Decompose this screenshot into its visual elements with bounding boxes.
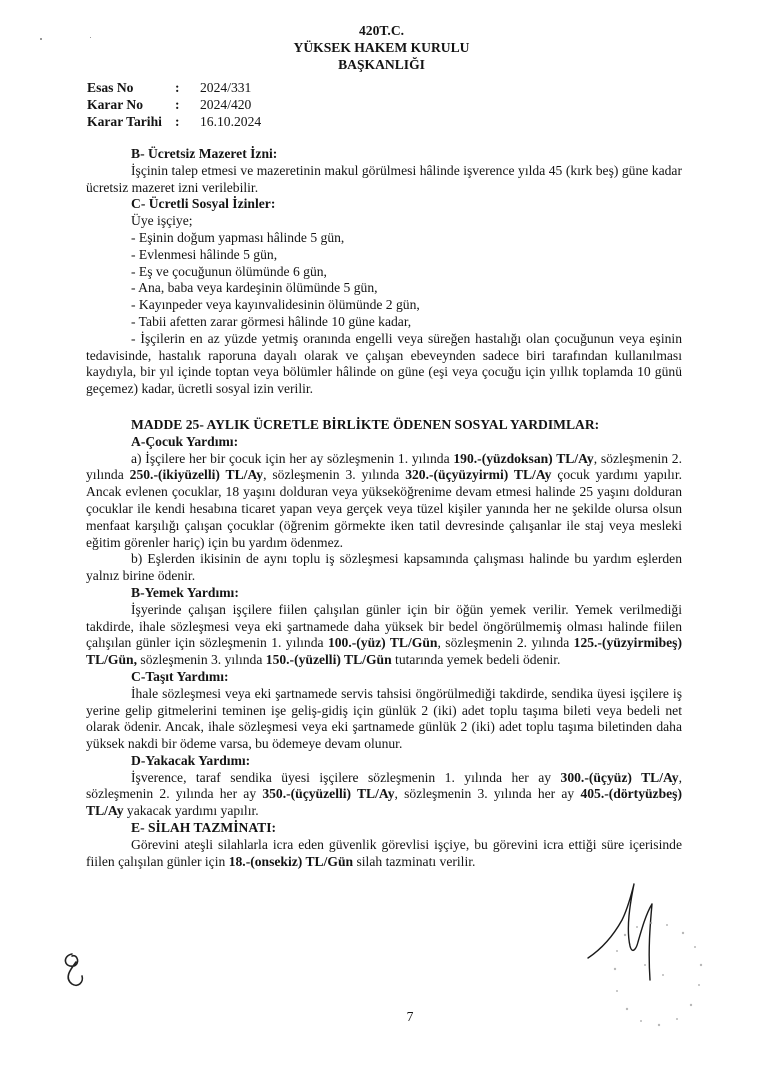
header-line-2: YÜKSEK HAKEM KURULU [293,40,470,55]
list-item: - Eşinin doğum yapması hâlinde 5 gün, [131,229,345,245]
header-line-3: BAŞKANLIĞI [338,57,425,72]
list-item: - Eş ve çocuğunun ölümünde 6 gün, [131,263,327,279]
section-b-title: B- Ücretsiz Mazeret İzni: [131,146,278,161]
weapon-compensation-paragraph [86,837,682,871]
meta-value: 2024/331 [200,80,252,95]
fuel-aid-title: D-Yakacak Yardımı: [131,752,251,768]
text-run: tutarında yemek bedeli ödenir. [391,652,561,668]
meta-key: Esas No [87,80,134,95]
meal-aid-paragraph [86,602,682,669]
amount: 320.-(üçyüzyirmi) TL/Ay [405,467,552,483]
text-run: , sözleşmenin 3. yılında her ay [394,786,581,802]
text-run: İşverence, taraf sendika üyesi işçilere sözleşmenin 1. yılında her ay [131,769,561,785]
fuel-aid-paragraph [86,770,682,820]
child-aid-title: A-Çocuk Yardımı: [131,433,239,449]
list-item: - Ana, baba veya kardeşinin ölümünde 5 gün, [131,280,378,296]
child-aid-paragraph-b: b) Eşlerden ikisinin de aynı toplu iş sözleşmesi kapsamında çalışması halinde bu yardım eşlerden yalnız birine ödenir. [86,551,682,584]
document-header [0,22,763,73]
text-run: , sözleşmenin 2. yılında her ay [86,769,682,802]
case-meta [87,80,261,131]
meta-row-esas [87,80,261,97]
section-c-title: C- Ücretli Sosyal İzinler: [131,196,276,212]
amount: 300.-(üçyüz) TL/Ay [560,769,679,785]
amount: 100.-(yüz) TL/Gün [327,635,438,651]
article-25-title: MADDE 25- AYLIK ÜCRETLE BİRLİKTE ÖDENEN SOSYAL YARDIMLAR: [131,416,600,432]
text-run: , sözleşmenin 2. yılında [86,450,682,483]
page-number: 7 [406,1009,414,1024]
meta-value: 16.10.2024 [200,114,262,129]
amount: 405.-(dörtyüzbeş) TL/Ay [86,786,682,819]
text-run: yakacak yardımı yapılır. [123,803,259,819]
transport-aid-title: C-Taşıt Yardımı: [131,668,229,684]
child-aid-paragraph-a [86,451,682,552]
meta-value: 2024/420 [200,97,252,112]
text-run: silah tazminatı verilir. [353,853,476,869]
meta-colon: : [175,114,180,129]
meta-key: Karar No [87,97,144,112]
amount: 150.-(yüzelli) TL/Gün [265,652,392,668]
text-run: , sözleşmenin 3. yılında [263,467,406,483]
meta-row-karar-tarihi [87,114,261,131]
list-item: - Kayınpeder veya kayınvalidesinin ölümünde 2 gün, [131,297,420,313]
scan-speck [40,38,42,40]
weapon-compensation-title: E- SİLAH TAZMİNATI: [131,820,277,836]
document-body [86,146,682,870]
handwritten-initial-mark [58,948,98,990]
text-run: çocuk yardımı yapılır. Ancak evlenen çocuklar, 18 yaşını dolduran veya yükseköğrenime devam etmesi halinde 25 yaşını dolduran çocuklar ile kendi hesabına ticaret yapan veya gerçek veya tüzel kişiler yanında her ne şekilde olursa olsun menfaat karşılığı çalışan çocuklar (öğrenim görmekte iken tatil devresinde çalışanlar ile staj veya mesleki eğitim görenler hariç) için bu yardım ödenmez. [86,467,682,550]
list-item: - Tabii afetten zarar görmesi hâlinde 10 güne kadar, [131,313,412,329]
meta-row-karar [87,97,261,114]
transport-aid-paragraph: İhale sözleşmesi veya eki şartnamede servis tahsisi öngörülmediği takdirde, sendika üyesi işçilere iş yerine gelip gitmelerini teminen işe geliş-gidiş için günlük 2 (iki) adet toplu taşıma bileti veya bedeli net olarak ödenir. Ancak, ihale sözleşmesi veya eki şartnamede günlük 2 (iki) adet toplu taşıma biletinden daha yüksek nakdi bir ödeme varsa, bu ödemeye devam olunur. [86,685,682,752]
text-run: sözleşmenin 3. yılında [137,652,266,668]
text-run: a) İşçilere her bir çocuk için her ay sözleşmenin 1. yılında [131,450,454,466]
scan-speck [90,37,91,38]
section-b-text: İşçinin talep etmesi ve mazeretinin makul görülmesi hâlinde işverence yılda 45 (kırk beş) güne kadar ücretsiz mazeret izni verilebilir. [86,162,682,195]
list-item: - Evlenmesi hâlinde 5 gün, [131,246,278,262]
amount: 18.-(onsekiz) TL/Gün [228,853,354,869]
meta-colon: : [175,97,180,112]
text-run: , sözleşmenin 2. yılında [437,635,574,651]
meta-key: Karar Tarihi [87,114,162,129]
amount: 350.-(üçyüzelli) TL/Ay [262,786,395,802]
amount: 125.-(yüzyirmibeş) TL/Gün, [86,635,682,668]
amount: 190.-(yüzdoksan) TL/Ay [453,450,594,466]
amount: 250.-(ikiyüzelli) TL/Ay [129,467,264,483]
section-c-intro: Üye işçiye; [131,213,193,229]
text-run: Görevini ateşli silahlarla icra eden güvenlik görevlisi işçiye, bu görevini icra ettiği süre içerisinde fiilen çalışılan günler için [86,836,682,869]
meal-aid-title: B-Yemek Yardımı: [131,584,239,600]
header-line-1: 420T.C. [358,23,405,38]
text-run: İşyerinde çalışan işçilere fiilen çalışılan günler için bir öğün yemek verilir. Yemek verilmediği takdirde, ihale sözleşmesi veya eki şartnamede daha yüksek bir bedel öngörülmemiş olması halinde fiilen çalışılan günler için sözleşmenin 1. yılında [86,601,682,651]
section-c-last-item: - İşçilerin en az yüzde yetmiş oranında engelli veya süreğen hastalığı olan çocuğunun veya eşinin tedavisinde, hastalık raporuna dayalı olarak ve çalışan ebeveynden sadece biri tarafından kullanılması kaydıyla, bir yıl içinde toptan veya bölümler hâlinde on güne (eşi veya çocuğu için yıllık toplamda 10 günü geçemez) kadar, ücretli sosyal izin verilir. [86,330,682,397]
meta-colon: : [175,80,180,95]
